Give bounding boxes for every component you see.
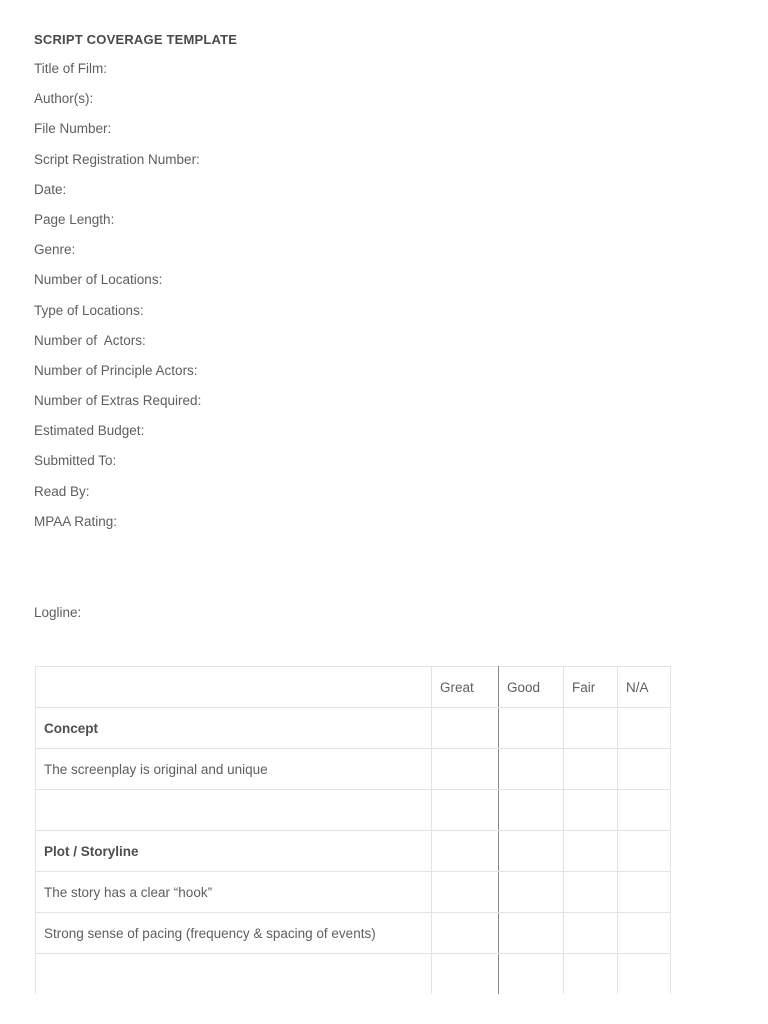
field-label: File Number: xyxy=(34,121,112,137)
rating-cell-great[interactable] xyxy=(432,708,499,749)
field-label: Number of Locations: xyxy=(34,272,163,288)
table-row xyxy=(36,872,671,913)
rating-cell-na[interactable] xyxy=(618,872,671,913)
rating-cell-good[interactable] xyxy=(499,790,564,831)
rating-cell-good[interactable] xyxy=(499,708,564,749)
field-label: Estimated Budget: xyxy=(34,423,145,439)
rating-cell-great[interactable] xyxy=(432,790,499,831)
rating-cell-fair[interactable] xyxy=(564,708,618,749)
field-label: MPAA Rating: xyxy=(34,513,118,529)
section-heading-plot: Plot / Storyline xyxy=(36,831,432,872)
rating-cell-fair[interactable] xyxy=(564,913,618,954)
header-cell-good: Good xyxy=(499,667,564,708)
rating-cell-great[interactable] xyxy=(432,831,499,872)
document-title: SCRIPT COVERAGE TEMPLATE xyxy=(34,32,238,47)
field-list xyxy=(34,61,201,544)
rating-cell-good[interactable] xyxy=(499,913,564,954)
rating-cell-great[interactable] xyxy=(432,913,499,954)
section-heading-concept: Concept xyxy=(36,708,432,749)
criterion-label xyxy=(36,790,432,831)
field-label: Type of Locations: xyxy=(34,302,144,318)
table-row xyxy=(36,954,671,995)
table-row xyxy=(36,831,671,872)
field-label: Page Length: xyxy=(34,211,115,227)
field-label: Genre: xyxy=(34,242,76,258)
rating-cell-fair[interactable] xyxy=(564,872,618,913)
criterion-label: The screenplay is original and unique xyxy=(36,749,432,790)
rating-table xyxy=(35,666,671,994)
field-label: Number of Extras Required: xyxy=(34,393,202,409)
rating-cell-good[interactable] xyxy=(499,749,564,790)
table-row xyxy=(36,790,671,831)
logline-label: Logline: xyxy=(34,605,82,620)
table-header-row xyxy=(36,667,671,708)
header-cell-great: Great xyxy=(432,667,499,708)
rating-cell-na[interactable] xyxy=(618,749,671,790)
criterion-label: Strong sense of pacing (frequency & spacing of events) xyxy=(36,913,432,954)
rating-cell-great[interactable] xyxy=(432,749,499,790)
rating-cell-great[interactable] xyxy=(432,872,499,913)
field-label: Title of Film: xyxy=(34,61,108,76)
table-row xyxy=(36,749,671,790)
rating-cell-fair[interactable] xyxy=(564,790,618,831)
field-label: Author(s): xyxy=(34,91,94,107)
rating-cell-fair[interactable] xyxy=(564,749,618,790)
field-label: Date: xyxy=(34,181,67,197)
rating-cell-great[interactable] xyxy=(432,954,499,995)
table-row xyxy=(36,913,671,954)
field-label: Number of Actors: xyxy=(34,332,146,348)
field-label: Script Registration Number: xyxy=(34,151,200,167)
header-cell-criterion xyxy=(36,667,432,708)
field-label: Read By: xyxy=(34,483,90,499)
rating-cell-fair[interactable] xyxy=(564,954,618,995)
rating-cell-good[interactable] xyxy=(499,954,564,995)
rating-cell-na[interactable] xyxy=(618,831,671,872)
rating-cell-na[interactable] xyxy=(618,954,671,995)
rating-cell-fair[interactable] xyxy=(564,831,618,872)
field-label: Number of Principle Actors: xyxy=(34,362,198,378)
table-row xyxy=(36,708,671,749)
header-cell-fair: Fair xyxy=(564,667,618,708)
rating-cell-good[interactable] xyxy=(499,872,564,913)
header-cell-na: N/A xyxy=(618,667,671,708)
rating-cell-good[interactable] xyxy=(499,831,564,872)
rating-cell-na[interactable] xyxy=(618,708,671,749)
criterion-label xyxy=(36,954,432,995)
rating-cell-na[interactable] xyxy=(618,913,671,954)
criterion-label: The story has a clear “hook” xyxy=(36,872,432,913)
rating-cell-na[interactable] xyxy=(618,790,671,831)
field-label: Submitted To: xyxy=(34,453,117,469)
